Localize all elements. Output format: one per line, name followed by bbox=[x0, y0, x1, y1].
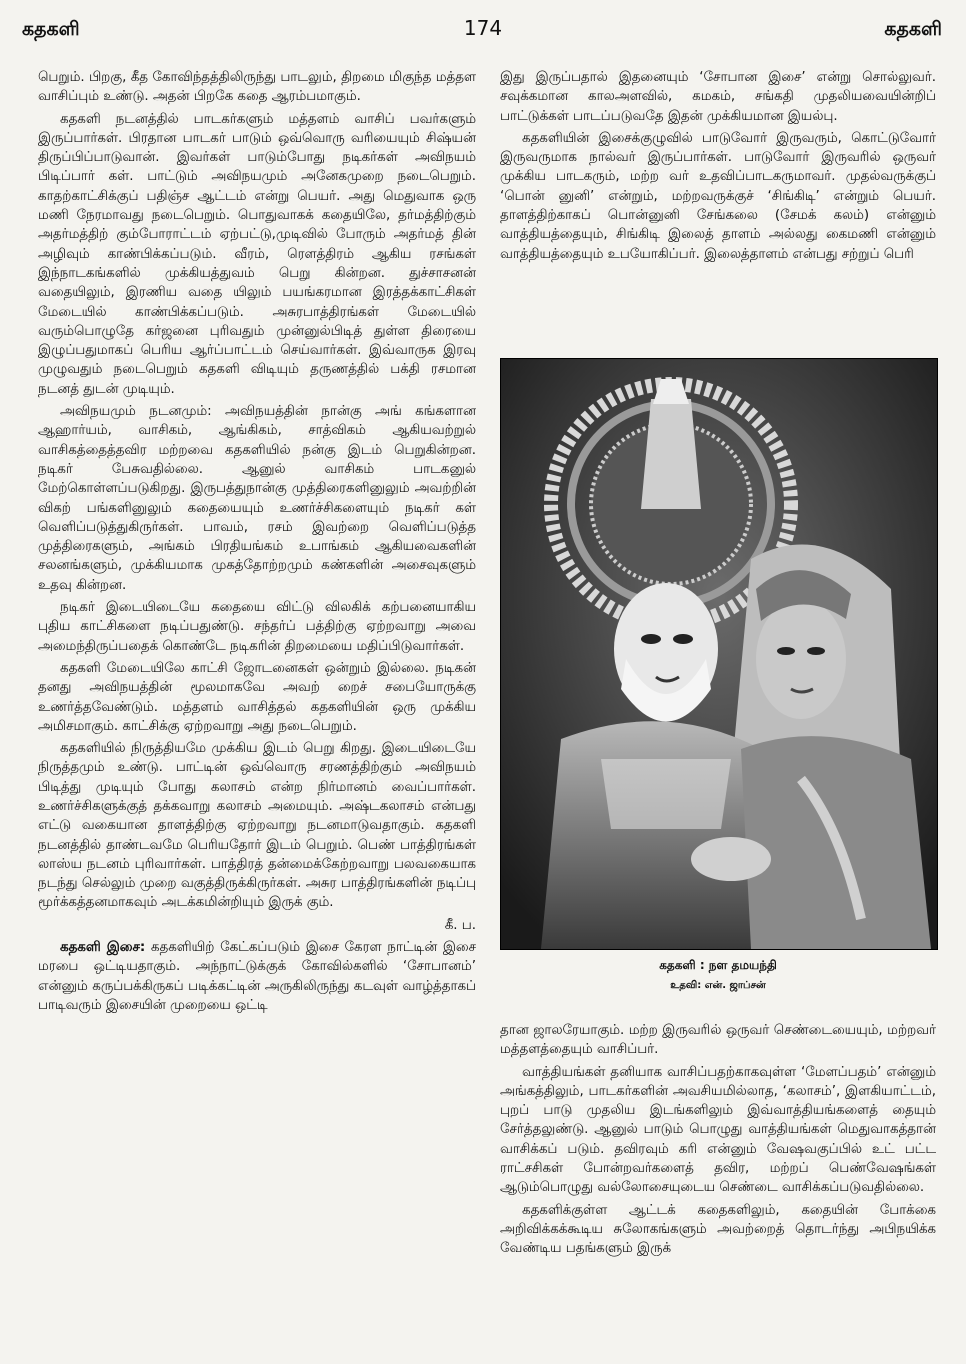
left-column bbox=[38, 68, 476, 1018]
section-paragraph bbox=[38, 938, 476, 1015]
paragraph: கதகளி நடனத்தில் பாடகர்களும் மத்தளம் வாசிப் பவர்களும் இருப்பார்கள். பிரதான பாடகர் பாடும் ஒவ்வொரு வரியையும் சிஷ்யன் திருப்பிப்பாடுவான். இவர்கள் பாடும்போது நடிகர்கள் அவிநயம் பிடிப்பார் கள். பாட்டும் அவிநயமும் அனேகமுறை நடைபெறும். காதற்காட்சிக்குப் பதிஞ்ச ஆட்டம் என்று பெயர். அது மெதுவாக ஒரு மணி நேரமாவது நடைபெறும். பொதுவாகக் கதையிலே, தர்மத்திற்கும் அதர்மத்திற் கும்போராட்டம் ஏற்பட்டு,முடிவில் போரும் அதர்மத் தின் அழிவும் காண்பிக்கப்படும். வீரம், ரௌத்திரம் ஆகிய ரசங்கள் இந்நாடகங்களில் முக்கியத்துவம் பெறு கின்றன. துச்சாசனன் வதையிலும், இரணிய வதை யிலும் பயங்கரமான இரத்தக்காட்சிகள் மேடையில் காண்பிக்கப்படும். அசுரபாத்திரங்கள் மேடையில் வரும்பொழுதே கர்ஜனை புரிவதும் முன்னுல்பிடித் துள்ள திரையை இழுப்பதுமாகப் பெரிய ஆர்ப்பாட்டம் செய்வார்கள். இவ்வாருக இரவு முழுவதும் நடைபெறும் கதகளி விடியும் தருணத்தில் பக்தி ரசமான நடனத் துடன் முடியும். bbox=[38, 111, 476, 397]
paragraph: கதகளியின் இசைக்குழுவில் பாடுவோர் இருவரும், கொட்டுவோர் இருவருமாக நால்வர் இருப்பார்கள். பாடுவோர் இருவரில் ஒருவர் முக்கிய பாடகரும், மற்ற வர் உதவிப்பாடகருமாவர். முதல்வருக்குப் ‘பொன் னுனி’ என்றும், மற்றவருக்குச் ‘சிங்கிடி’ என்றும் பெயர். தாளத்திற்காகப் பொன்னுனி சேங்கலை (சேமக் கலம்) என்னும் வாத்தியத்தையும், சிங்கிடி இலைத் தாளம் அல்லது கைமணி என்னும் வாத்தியத்தையும் உபயோகிப்பர். இலைத்தாளம் என்பது சற்றுப் பெரி bbox=[500, 130, 936, 262]
paragraph: வாத்தியங்கள் தனியாக வாசிப்பதற்காகவுள்ள ‘மேளப்பதம்’ என்னும் அங்கத்திலும், பாடகர்களின் அவசியமில்லாத, ‘கலாசம்’, இளகியாட்டம், புறப் பாடு முதலிய இடங்களிலும் இவ்வாத்தியங்களைத் தையும் சேர்த்தலுண்டு. ஆனுல் பாடும் பொழுது வாத்தியங்கள் மெதுவாகத்தான் வாசிக்கப் படும். தவிரவும் கரி என்னும் வேஷவகுப்பில் உட் பட்ட ராட்சசிகள் போன்றவர்களைத் தவிர, மற்றப் பெண்வேஷங்கள் ஆடும்பொழுது வல்லோசையுடைய செண்டை வாசிக்கப்படுவதில்லை. bbox=[500, 1064, 936, 1196]
section-heading: கதகளி இசை: bbox=[60, 940, 146, 956]
figure-credit: உதவி: என். ஜாப்சன் bbox=[670, 980, 766, 991]
kathakali-photo bbox=[500, 358, 938, 950]
figure-caption: கதகளி : நள தமயந்தி bbox=[659, 958, 777, 972]
paragraph: இது இருப்பதால் இதனையும் ‘சோபான இசை’ என்று சொல்லுவர். சவுக்கமான காலஅளவில், கமகம், சங்கதி முதலியவையின்றிப் பாட்டுக்கள் பாடப்படுவதே இதன் முக்கியமான இயல்பு. bbox=[500, 70, 936, 124]
right-column-top bbox=[500, 68, 936, 267]
paragraph: அவிநயமும் நடனமும்: அவிநயத்தின் நான்கு அங் கங்களான ஆஹார்யம், வாசிகம், ஆங்கிகம், சாத்விகம் ஆகியவற்றுல் வாசிகத்தைத்தவிர மற்றவை கதகளியில் நன்கு இடம் பெறுகின்றன. நடிகர் பேசுவதில்லை. ஆனுல் வாசிகம் பாடகனுல் மேற்கொள்ளப்படுகிறது. இருபத்துநான்கு முத்திரைகளினுலும் அவற்றின் விகற் பங்களினுலும் கதையையும் உணர்ச்சிகளையும் நடிகர் கள் வெளிப்படுத்துகிருர்கள். பாவம், ரசம் இவற்றை வெளிப்படுத்த முத்திரைகளும், அங்கம் பிரதியங்கம் உபாங்கம் ஆகியவைகளின் சலனங்களும், முக்கியமாக முகத்தோற்றமும் கண்களின் அசைவுகளும் உதவு கின்றன. bbox=[38, 404, 476, 593]
paragraph: கதகளியில் நிருத்தியமே முக்கிய இடம் பெறு கிறது. இடையிடையே நிருத்தமும் உண்டு. பாட்டின் ஒவ்வொரு சரணத்திற்கும் அவிநயம் பிடித்து முடியும் போது கலாசம் என்ற நிர்மானம் வைப்பார்கள். உணர்ச்சிகளுக்குத் தக்கவாறு கலாசம் அமையும். அஷ்டகலாசம் என்பது எட்டு வகையான தாளத்திற்கு ஏற்றவாறு நடனமாடுவதாகும். கதகளி நடனத்தில் தாண்டவமே பெரியதோர் இடம் பெறும். பெண் பாத்திரங்கள் லாஸ்ய நடனம் புரிவார்கள். பாத்திரத் தன்மைக்கேற்றவாறு பலவகையாக நடந்து செல்லும் முறை வகுத்திருக்கிருர்கள். அசுர பாத்திரங்களின் நடிப்பு மூர்க்கத்தனமாகவும் அடக்கமின்றியும் இருக் கும். bbox=[38, 741, 476, 911]
section-text: கதகளியிற் கேட்கப்படும் இசை கேரள நாட்டின் இசை மரபை ஒட்டியதாகும். அந்நாட்டுக்குக் கோவில்களில் ‘சோபானம்’ என்னும் கருப்பக்கிருகப் படிக்கட்டின் அருகிலிருந்து கடவுள் வாழ்த்தாகப் பாடிவரும் இசையின் முறையை ஒட்டி bbox=[38, 940, 476, 1013]
author-signature: கீ. ப. bbox=[444, 917, 476, 933]
running-header-left: கதகளி bbox=[22, 18, 80, 40]
paragraph: கதகளி மேடையிலே காட்சி ஜோடனைகள் ஒன்றும் இல்லை. நடிகன் தனது அவிநயத்தின் மூலமாகவே அவற் றைச் சபையோருக்கு உணர்த்தவேண்டும். மத்தளம் வாசித்தல் கதகளியின் ஒரு முக்கிய அமிசமாகும். காட்சிக்கு ஏற்றவாறு அது நடைபெறும். bbox=[38, 660, 476, 734]
paragraph: பெறும். பிறகு, கீத கோவிந்தத்திலிருந்து பாடலும், திறமை மிகுந்த மத்தள வாசிப்பும் உண்டு. அதன் பிறகே கதை ஆரம்பமாகும். bbox=[38, 70, 476, 105]
page-number: 174 bbox=[463, 16, 503, 40]
paragraph: தான ஜாலரேயாகும். மற்ற இருவரில் ஒருவர் செண்டையையும், மற்றவர் மத்தளத்தையும் வாசிப்பர். bbox=[500, 1023, 936, 1058]
running-header-right: கதகளி bbox=[884, 18, 942, 40]
right-column-bottom bbox=[500, 1021, 936, 1262]
paragraph: நடிகர் இடையிடையே கதையை விட்டு விலகிக் கற்பனையாகிய புதிய காட்சிகளை நடிப்பதுண்டு. சந்தர்ப் பத்திற்கு ஏற்றவாறு அவை அமைந்திருப்பதைக் கொண்டே நடிகரின் திறமையை மதிப்பிடுவார்கள். bbox=[38, 600, 476, 654]
photo-illustration bbox=[501, 359, 937, 949]
paragraph: கதகளிக்குள்ள ஆட்டக் கதைகளிலும், கதையின் போக்கை அறிவிக்கக்கூடிய சுலோகங்களும் அவற்றைத் தொடர்ந்து அபிநயிக்க வேண்டிய பதங்களும் இருக் bbox=[500, 1202, 936, 1257]
